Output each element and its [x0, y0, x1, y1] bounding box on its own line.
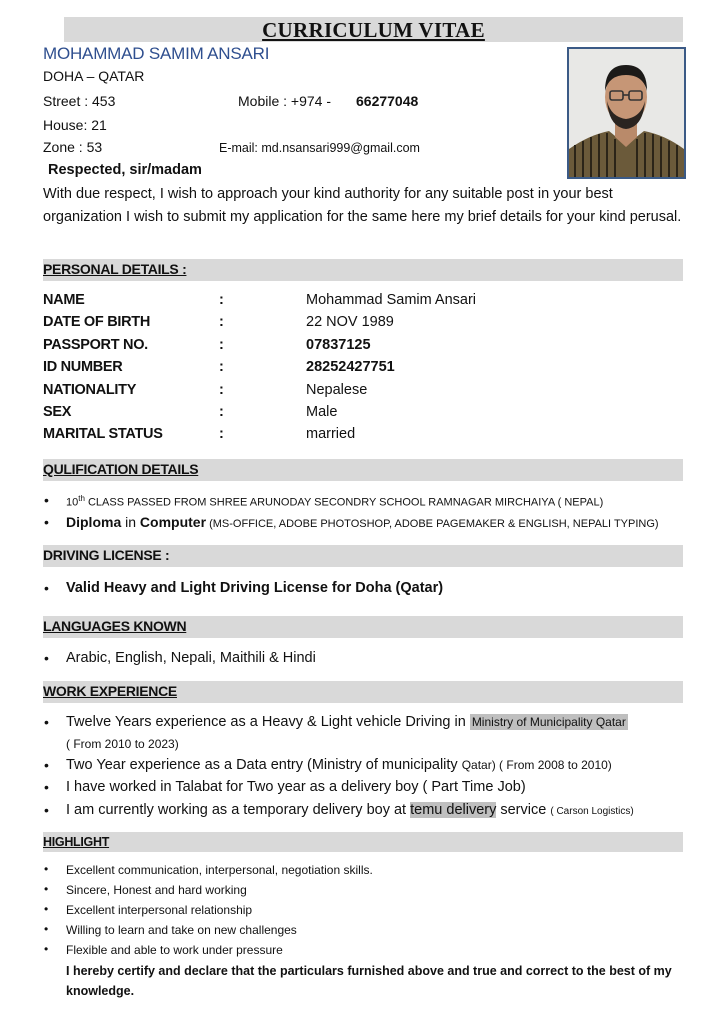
qual-rest: CLASS PASSED FROM SHREE ARUNODAY SECONDRY SCHOOL RAMNAGAR MIRCHAIYA ( NEPAL) — [84, 496, 604, 509]
address-city: DOHA – QATAR — [43, 68, 145, 84]
detail-separator: : — [219, 314, 224, 330]
qual-detail: (MS-OFFICE, ADOBE PHOTOSHOP, ADOBE PAGEMAKER & ENGLISH, NEPALI TYPING) — [206, 518, 659, 530]
detail-separator: : — [219, 404, 224, 420]
bullet-icon: • — [44, 580, 49, 596]
detail-separator: : — [219, 359, 224, 375]
page-title: CURRICULUM VITAE — [262, 18, 485, 42]
detail-value: married — [306, 426, 356, 442]
detail-key: MARITAL STATUS — [43, 426, 163, 442]
personal-details-header — [43, 259, 683, 281]
driving-item: Valid Heavy and Light Driving License for Doha (Qatar) — [66, 580, 444, 596]
detail-key: ID NUMBER — [43, 359, 123, 375]
work-item-1-period: ( From 2010 to 2023) — [66, 737, 179, 751]
section-heading: LANGUAGES KNOWN — [43, 618, 187, 634]
section-heading: QULIFICATION DETAILS — [43, 461, 199, 477]
bullet-icon: • — [44, 779, 49, 795]
work-text: I am currently working as a temporary delivery boy at — [66, 802, 411, 818]
address-street: Street : 453 — [43, 93, 116, 109]
detail-row-nationality — [43, 382, 683, 404]
bullet-icon: • — [44, 902, 49, 916]
highlight-item-4: Willing to learn and take on new challenges — [66, 923, 297, 937]
detail-key: DATE OF BIRTH — [43, 314, 150, 330]
detail-separator: : — [219, 382, 224, 398]
profile-photo — [567, 47, 686, 179]
candidate-name: MOHAMMAD SAMIM ANSARI — [43, 44, 270, 63]
declaration: I hereby certify and declare that the particulars furnished above and true and correct to the best of my knowledge. — [66, 964, 672, 998]
qual-in: in — [121, 514, 140, 530]
detail-value: 28252427751 — [306, 359, 395, 375]
bullet-icon: • — [44, 514, 49, 530]
work-item-2 — [66, 757, 612, 773]
qual-sup: th — [78, 494, 85, 503]
detail-value: 22 NOV 1989 — [306, 314, 394, 330]
detail-separator: : — [219, 426, 224, 442]
detail-value: Nepalese — [306, 382, 368, 398]
address-house: House: 21 — [43, 117, 107, 133]
email: E-mail: md.nsansari999@gmail.com — [219, 141, 420, 155]
languages-item: Arabic, English, Nepali, Maithili & Hindi — [66, 650, 316, 666]
bullet-icon: • — [44, 650, 49, 666]
languages-header — [43, 616, 683, 638]
qualification-header — [43, 459, 683, 481]
work-item-4 — [66, 802, 634, 818]
work-text: Twelve Years experience as a Heavy & Light vehicle Driving in — [66, 714, 470, 730]
bullet-icon: • — [44, 714, 49, 730]
section-heading: WORK EXPERIENCE — [43, 683, 177, 699]
title-bar — [64, 17, 683, 42]
work-after: service — [496, 802, 551, 818]
bullet-icon: • — [44, 922, 49, 936]
bullet-icon: • — [44, 882, 49, 896]
work-item-3: I have worked in Talabat for Two year as a delivery boy ( Part Time Job) — [66, 779, 526, 795]
detail-row-id — [43, 359, 683, 381]
portrait-icon — [569, 49, 684, 177]
detail-key: NATIONALITY — [43, 382, 137, 398]
detail-row-name — [43, 292, 683, 314]
bullet-icon: • — [44, 942, 49, 956]
detail-value: Male — [306, 404, 338, 420]
work-item-1 — [66, 714, 628, 730]
address-zone: Zone : 53 — [43, 139, 103, 155]
qual-computer: Computer — [139, 514, 207, 530]
work-header — [43, 681, 683, 703]
bullet-icon: • — [44, 757, 49, 773]
detail-row-dob — [43, 314, 683, 336]
detail-key: PASSPORT NO. — [43, 337, 148, 353]
section-heading: PERSONAL DETAILS : — [43, 261, 187, 277]
detail-value: Mohammad Samim Ansari — [306, 292, 477, 308]
work-highlight: Ministry of Municipality Qatar — [471, 715, 626, 729]
work-highlight: temu delivery — [410, 802, 497, 818]
driving-header — [43, 545, 683, 567]
bullet-icon: • — [44, 862, 49, 876]
qual-diploma: Diploma — [66, 514, 122, 530]
highlight-item-2: Sincere, Honest and hard working — [66, 883, 247, 897]
detail-separator: : — [219, 292, 224, 308]
detail-separator: : — [219, 337, 224, 353]
detail-key: NAME — [43, 292, 85, 308]
section-heading: HIGHLIGHT — [43, 835, 110, 849]
work-text: Two Year experience as a Data entry (Ministry of municipality — [66, 757, 462, 773]
qual-prefix: 10 — [66, 496, 79, 509]
bullet-icon: • — [44, 492, 49, 508]
mobile-number: 66277048 — [356, 93, 419, 109]
section-heading: DRIVING LICENSE : — [43, 547, 170, 563]
work-small: ( Carson Logistics) — [550, 806, 634, 817]
detail-row-passport — [43, 337, 683, 359]
work-small: Qatar) ( From 2008 to 2010) — [461, 758, 612, 772]
mobile-label: Mobile : +974 - — [238, 93, 331, 109]
detail-row-sex — [43, 404, 683, 426]
intro-paragraph: With due respect, I wish to approach your kind authority for any suitable post in your best organization I wish to submit my application for the same here my brief details for your kind perusal. — [43, 186, 682, 225]
highlight-item-3: Excellent interpersonal relationship — [66, 903, 253, 917]
qualification-item-2 — [66, 514, 659, 530]
greeting: Respected, sir/madam — [48, 162, 202, 178]
detail-row-marital — [43, 426, 683, 448]
bullet-icon: • — [44, 802, 49, 818]
highlight-item-5: Flexible and able to work under pressure — [66, 943, 283, 957]
detail-value: 07837125 — [306, 337, 371, 353]
highlight-header — [43, 832, 683, 852]
detail-key: SEX — [43, 404, 72, 420]
highlight-item-1: Excellent communication, interpersonal, negotiation skills. — [66, 863, 373, 877]
qualification-item-1 — [66, 494, 603, 509]
